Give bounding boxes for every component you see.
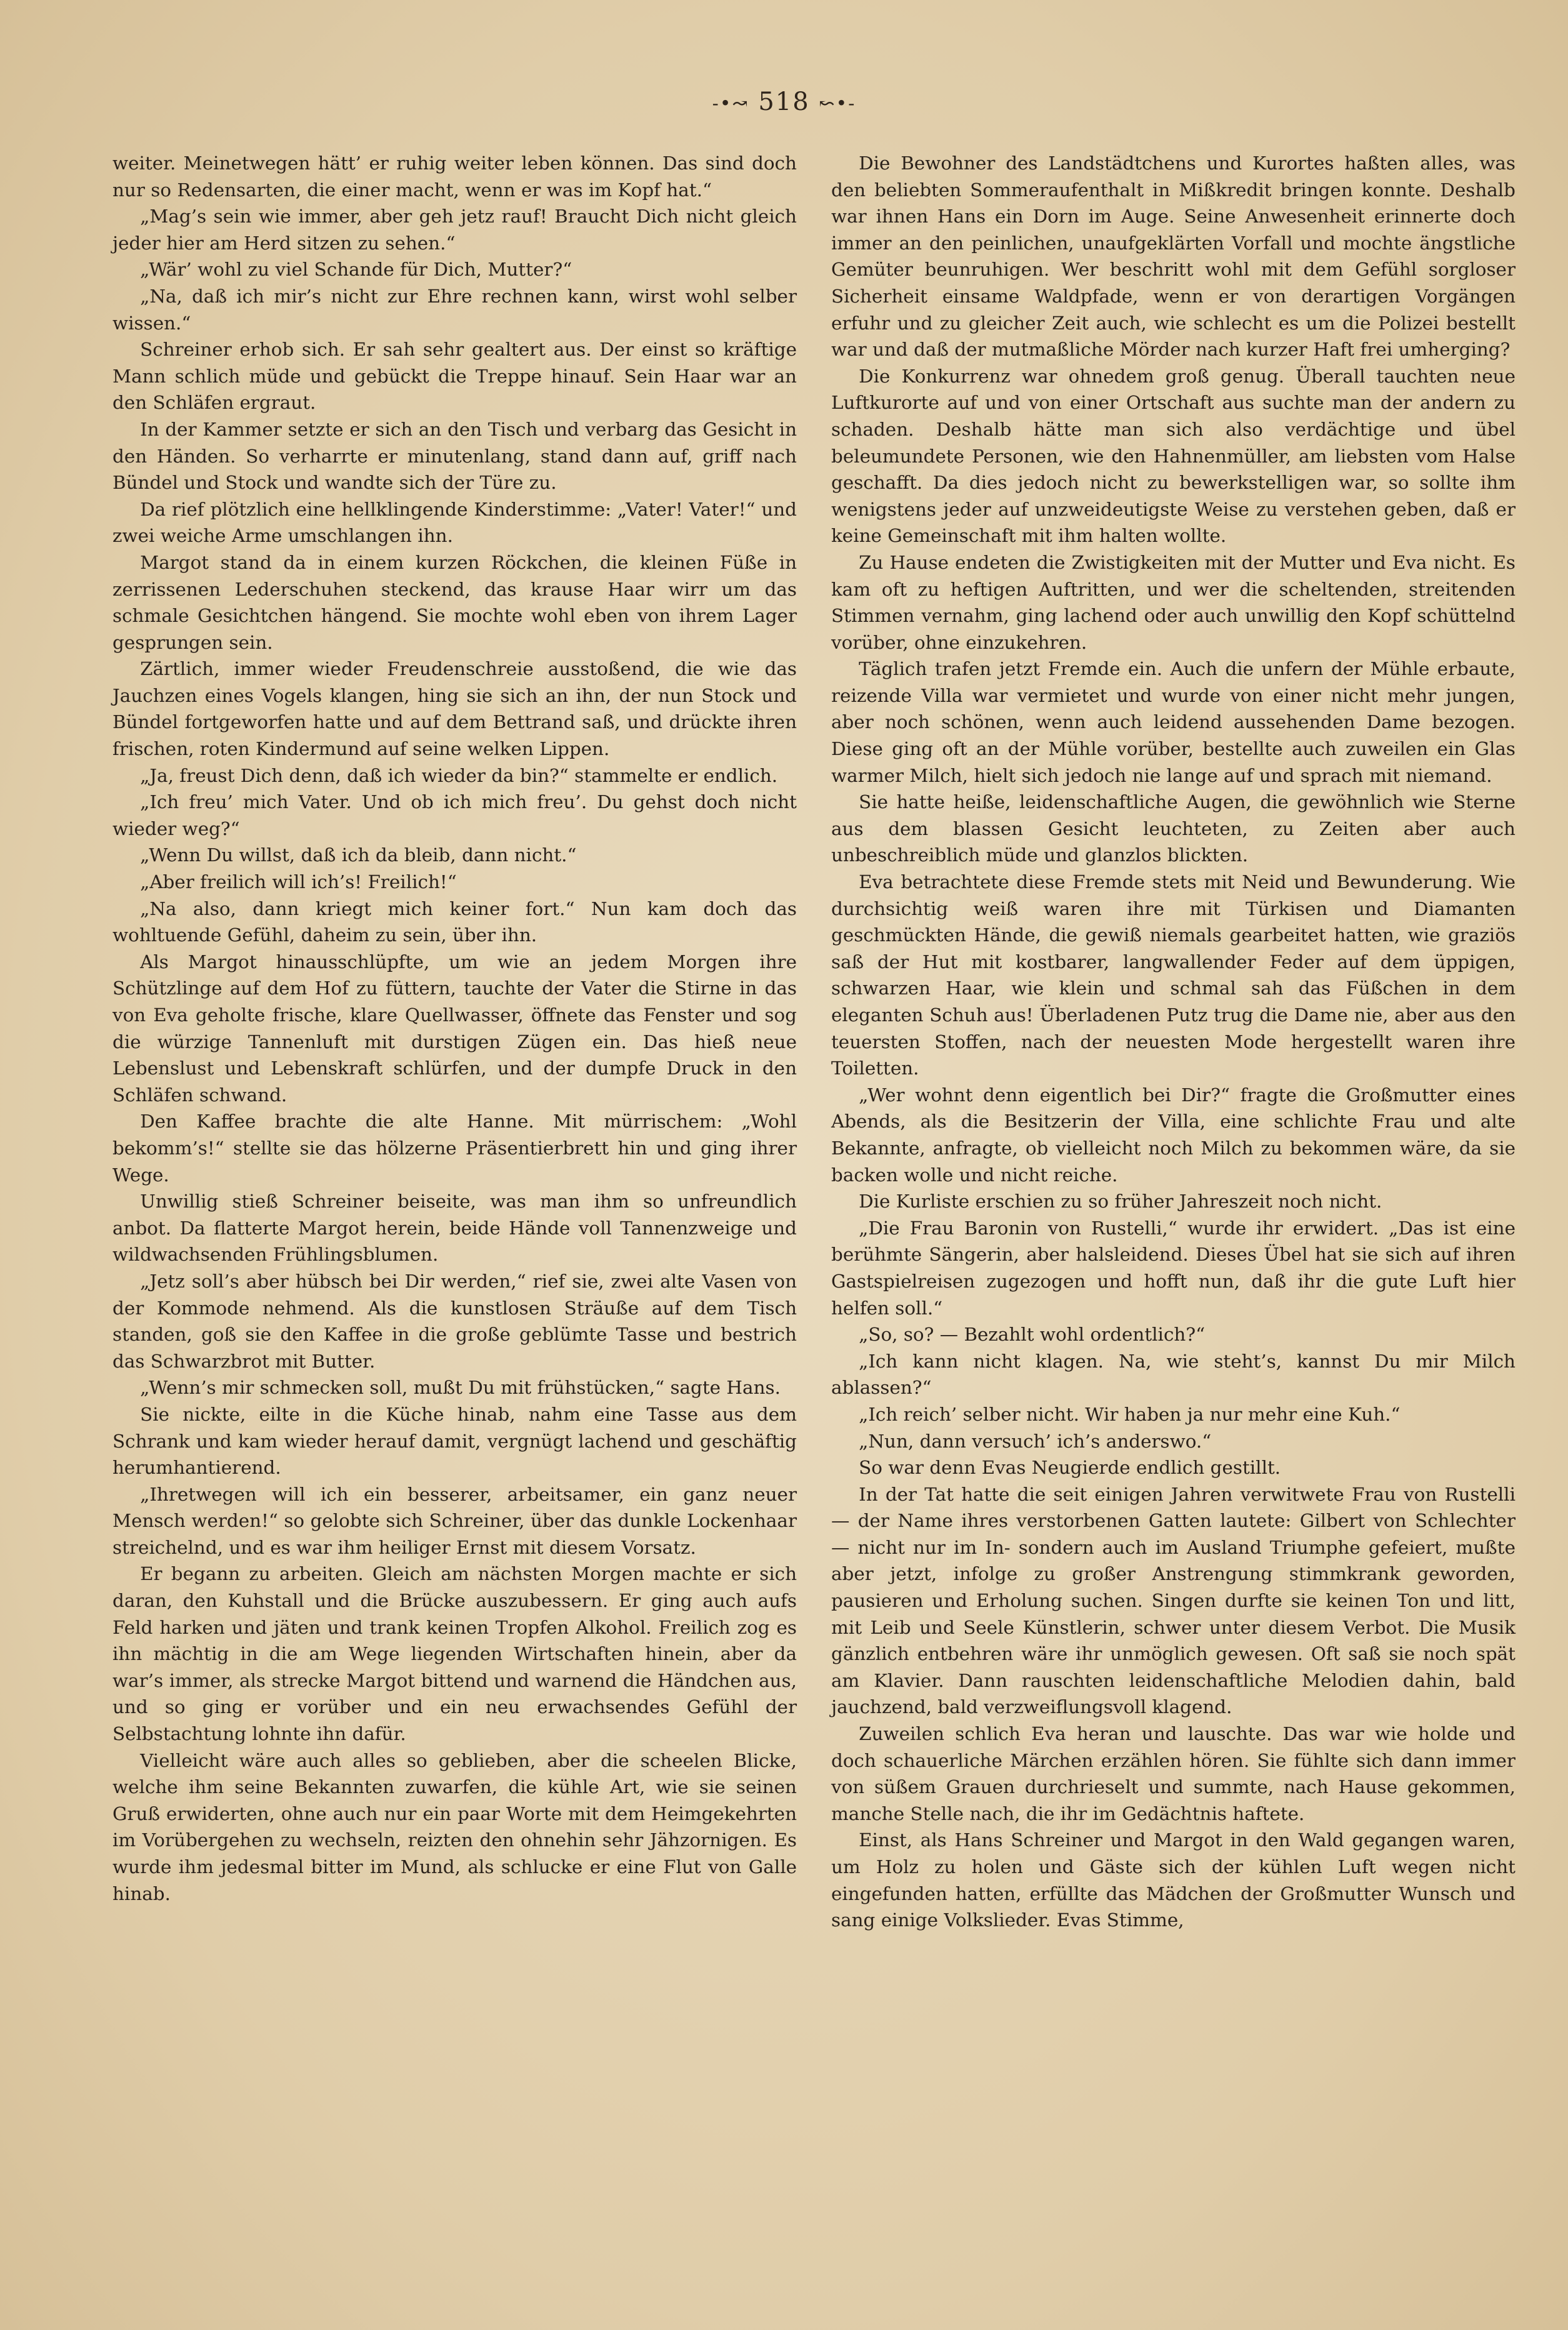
paragraph: Unwillig stieß Schreiner beiseite, was man ihm so unfreundlich anbot. Da flatterte Margot herein, beide Hände voll Tannenzweige und wildwachsenden Frühlingsblumen. [112,1191,797,1266]
paragraph: „Jetz soll’s aber hübsch bei Dir werden,“ rief sie, zwei alte Vasen von der Kommode nehmend. Als die kunstlosen Sträuße auf dem Tisch standen, goß sie den Kaffee in die große geblümte Tasse und bestrich das Schwarzbrot mit Butter. [112,1270,797,1372]
paragraph: „Ich reich’ selber nicht. Wir haben ja nur mehr eine Kuh.“ [859,1403,1401,1425]
paragraph: „Nun, dann versuch’ ich’s anderswo.“ [859,1430,1212,1452]
paragraph: Zärtlich, immer wieder Freudenschreie ausstoßend, die wie das Jauchzen eines Vogels klangen, hing sie sich an ihn, der nun Stock und Bündel fortgeworfen hatte und auf dem Bettrand saß, und drückte ihren frischen, roten Kindermund auf seine welken Lippen. [112,658,797,760]
paragraph: Die Kurliste erschien zu so früher Jahreszeit noch nicht. [859,1191,1382,1212]
paragraph: In der Tat hatte die seit einigen Jahren verwitwete Frau von Rustelli — der Name ihres verstorbenen Gatten lautete: Gilbert von Schlechter — nicht nur im In- sondern auch im Ausland Triumphe gefeiert, mußte aber jetzt, infolge zu großer Anstrengung stimmkrank geworden, pausieren und Erholung suchen. Singen durfte sie keinen Ton und litt, mit Leib und Seele Künstlerin, schwer unter diesem Verbot. Die Musik gänzlich entbehren wäre ihr unmöglich gewesen. Oft saß sie noch spät am Klavier. Dann rauschten leidenschaftliche Melodien dahin, bald jauchzend, bald verzweiflungsvoll klagend. [831,1483,1516,1718]
paragraph: „Na also, dann kriegt mich keiner fort.“ Nun kam doch das wohltuende Gefühl, daheim zu sein, über ihn. [112,898,797,946]
paragraph: „Wenn’s mir schmecken soll, mußt Du mit frühstücken,“ sagte Hans. [140,1377,781,1399]
paragraph: So war denn Evas Neugierde endlich gestillt. [859,1457,1281,1479]
paragraph: Die Konkurrenz war ohnedem groß genug. Überall tauchten neue Luftkurorte auf und von einer Ortschaft aus suchte man der andern zu schaden. Deshalb hätte man sich also verdächtige und übel beleumundete Personen, wie den Hahnenmüller, am liebsten vom Halse geschafft. Da dies jedoch nicht zu bewerkstelligen war, so sollte ihm wenigstens jeder auf unzweideutigste Weise zu verstehen geben, daß er keine Gemeinschaft mit ihm halten wollte. [831,365,1516,547]
ornament-right-icon: ↜•- [819,92,856,115]
paragraph: Einst, als Hans Schreiner und Margot in den Wald gegangen waren, um Holz zu holen und Gäste sich der kühlen Luft wegen nicht eingefunden hatten, erfüllte das Mädchen der Großmutter Wunsch und sang einige Volkslieder. Evas Stimme, [831,1829,1516,1931]
paragraph: Er begann zu arbeiten. Gleich am nächsten Morgen machte er sich daran, den Kuhstall und die Brücke auszubessern. Er ging auch aufs Feld harken und jäten und trank keinen Tropfen Alkohol. Freilich zog es ihn mächtig in die am Wege liegenden Wirtschaften hinein, aber da war’s immer, als strecke Margot bittend und warnend die Händchen aus, und so ging er vorüber und ein neu erwachsendes Gefühl der Selbstachtung lohnte ihn dafür. [112,1563,797,1745]
right-text-column [831,150,1516,1934]
paragraph: „Na, daß ich mir’s nicht zur Ehre rechnen kann, wirst wohl selber wissen.“ [112,285,797,334]
paragraph: Die Bewohner des Landstädtchens und Kurortes haßten alles, was den beliebten Sommeraufenthalt in Mißkredit bringen konnte. Deshalb war ihnen Hans ein Dorn im Auge. Seine Anwesenheit erinnerte doch immer an den peinlichen, unaufgeklärten Vorfall und mochte ängstliche Gemüter beunruhigen. Wer beschritt wohl mit dem Gefühl sorgloser Sicherheit einsame Waldpfade, wenn er von derartigen Vorgängen erfuhr und zu gleicher Zeit auch, wie schlecht es um die Polizei bestellt war und daß der mutmaßliche Mörder nach kurzer Haft frei umherging? [831,152,1516,361]
paragraph: „Wer wohnt denn eigentlich bei Dir?“ fragte die Großmutter eines Abends, als die Besitzerin der Villa, eine schlichte Frau und alte Bekannte, anfragte, ob vielleicht noch Milch zu bekommen wäre, da sie backen wolle und nicht reiche. [831,1084,1516,1186]
paragraph: Täglich trafen jetzt Fremde ein. Auch die unfern der Mühle erbaute, reizende Villa war vermietet und wurde von einer nicht mehr jungen, aber noch schönen, wenn auch leidend aussehenden Dame bezogen. Diese ging oft an der Mühle vorüber, bestellte auch zuweilen ein Glas warmer Milch, hielt sich jedoch nie lange auf und sprach mit niemand. [831,658,1516,786]
paragraph: Schreiner erhob sich. Er sah sehr gealtert aus. Der einst so kräftige Mann schlich müde und gebückt die Treppe hinauf. Sein Haar war an den Schläfen ergraut. [112,339,797,414]
page-number [0,88,1568,116]
paragraph: „Die Frau Baronin von Rustelli,“ wurde ihr erwidert. „Das ist eine berühmte Sängerin, aber halsleidend. Dieses Übel hat sie sich auf ihren Gastspielreisen zugezogen und hofft nun, daß ihr die gute Luft hier helfen soll.“ [831,1217,1516,1319]
paragraph: „Ich freu’ mich Vater. Und ob ich mich freu’. Du gehst doch nicht wieder weg?“ [112,791,797,839]
paragraph: In der Kammer setzte er sich an den Tisch und verbarg das Gesicht in den Händen. So verharrte er minutenlang, stand dann auf, griff nach Bündel und Stock und wandte sich der Türe zu. [112,418,797,494]
paragraph: Als Margot hinausschlüpfte, um wie an jedem Morgen ihre Schützlinge auf dem Hof zu füttern, tauchte der Vater die Stirne in das von Eva geholte frische, klare Quellwasser, öffnete das Fenster und sog die würzige Tannenluft mit durstigen Zügen ein. Das hieß neue Lebenslust und Lebenskraft schlürfen, und der dumpfe Druck in den Schläfen schwand. [112,951,797,1106]
paragraph: Margot stand da in einem kurzen Röckchen, die kleinen Füße in zerrissenen Lederschuhen steckend, das krause Haar wirr um das schmale Gesichtchen hängend. Sie mochte wohl eben von ihrem Lager gesprungen sein. [112,551,797,653]
ornament-left-icon: -•↝ [712,92,749,115]
paragraph: „Ihretwegen will ich ein besserer, arbeitsamer, ein ganz neuer Mensch werden!“ so gelobte sich Schreiner, über das dunkle Lockenhaar streichelnd, und es war ihm heiliger Ernst mit diesem Vorsatz. [112,1483,797,1558]
paragraph: weiter. Meinetwegen hätt’ er ruhig weiter leben können. Das sind doch nur so Redensarten, die einer macht, wenn er was im Kopf hat.“ [112,152,797,201]
left-text-column [112,150,797,1907]
paragraph: Da rief plötzlich eine hellklingende Kinderstimme: „Vater! Vater!“ und zwei weiche Arme umschlangen ihn. [112,498,797,547]
page-number-text: 518 [758,88,810,116]
paragraph: Eva betrachtete diese Fremde stets mit Neid und Bewunderung. Wie durchsichtig weiß waren ihre mit Türkisen und Diamanten geschmückten Hände, die gewiß niemals gearbeitet hatten, wie graziös saß der Hut mit kostbarer, langwallender Feder auf dem üppigen, schwarzen Haar, wie klein und schmal sah das Füßchen in dem eleganten Schuh aus! Überladenen Putz trug die Dame nie, aber aus den teuersten Stoffen, nach der neuesten Mode hergestellt waren ihre Toiletten. [831,871,1516,1079]
paragraph: Den Kaffee brachte die alte Hanne. Mit mürrischem: „Wohl bekomm’s!“ stellte sie das hölzerne Präsentierbrett hin und ging ihrer Wege. [112,1111,797,1186]
paragraph: „Wenn Du willst, daß ich da bleib, dann nicht.“ [140,844,577,866]
paragraph: „Wär’ wohl zu viel Schande für Dich, Mutter?“ [140,259,572,281]
paragraph: „Aber freilich will ich’s! Freilich!“ [140,871,457,893]
paragraph: „Mag’s sein wie immer, aber geh jetz rauf! Braucht Dich nicht gleich jeder hier am Herd sitzen zu sehen.“ [112,206,797,254]
paragraph: Sie nickte, eilte in die Küche hinab, nahm eine Tasse aus dem Schrank und kam wieder herauf damit, vergnügt lachend und geschäftig herumhantierend. [112,1403,797,1479]
paragraph: Zuweilen schlich Eva heran und lauschte. Das war wie holde und doch schauerliche Märchen erzählen hören. Sie fühlte sich dann immer von süßem Grauen durchrieselt und summte, nach Hause gekommen, manche Stelle nach, die ihr im Gedächtnis haftete. [831,1723,1516,1824]
paragraph: „Ich kann nicht klagen. Na, wie steht’s, kannst Du mir Milch ablassen?“ [831,1350,1516,1399]
paragraph: Zu Hause endeten die Zwistigkeiten mit der Mutter und Eva nicht. Es kam oft zu heftigen Auftritten, und wer die scheltenden, streitenden Stimmen vernahm, ging lachend oder auch unwillig den Kopf schüttelnd vorüber, ohne einzukehren. [831,551,1516,653]
paragraph: „So, so? — Bezahlt wohl ordentlich?“ [859,1324,1206,1346]
paragraph: Vielleicht wäre auch alles so geblieben, aber die scheelen Blicke, welche ihm seine Bekannten zuwarfen, die kühle Art, wie sie seinen Gruß erwiderten, ohne auch nur ein paar Worte mit dem Heimgekehrten im Vorübergehen zu wechseln, reizten den ohnehin sehr Jähzornigen. Es wurde ihm jedesmal bitter im Mund, als schlucke er eine Flut von Galle hinab. [112,1749,797,1904]
paragraph: „Ja, freust Dich denn, daß ich wieder da bin?“ stammelte er endlich. [140,764,778,786]
paragraph: Sie hatte heiße, leidenschaftliche Augen, die gewöhnlich wie Sterne aus dem blassen Gesicht leuchteten, zu Zeiten aber auch unbeschreiblich müde und glanzlos blickten. [831,791,1516,866]
